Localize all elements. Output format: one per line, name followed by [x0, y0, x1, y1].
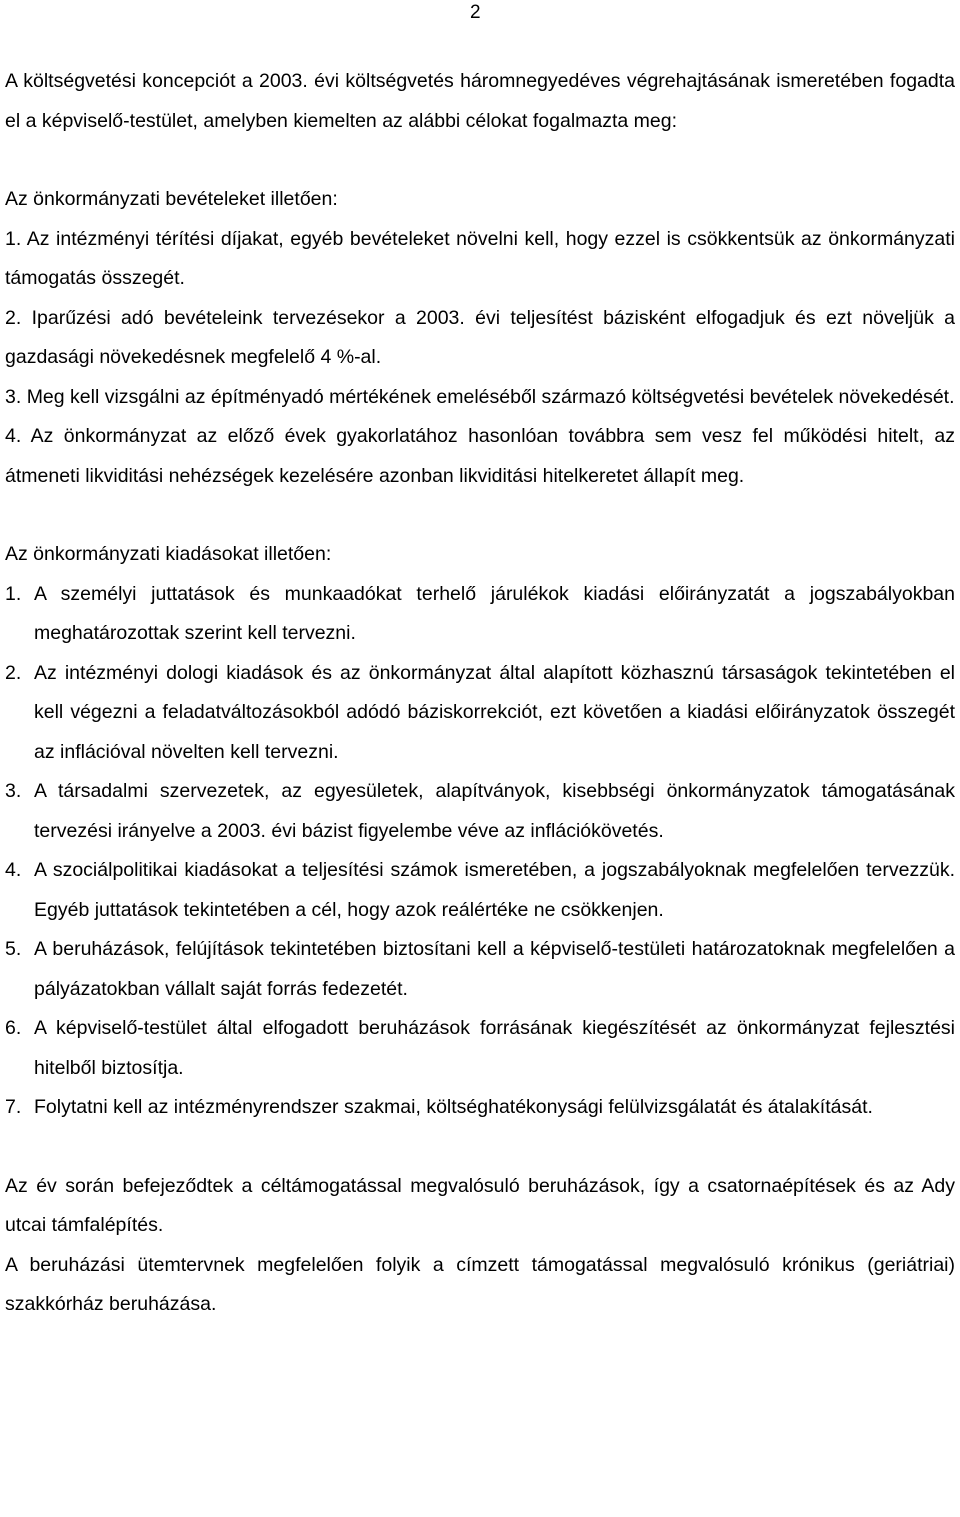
item-text: Az intézményi térítési díjakat, egyéb bevételeket növelni kell, hogy ezzel is csökkentsük az önkormányzati támogatás összegét. [5, 227, 955, 289]
item-text: A társadalmi szervezetek, az egyesületek, alapítványok, kisebbségi önkormányzatok támogatásának tervezési irányelve a 2003. évi bázist figyelembe véve az inflációkövetés. [34, 780, 955, 842]
item-text: A szociálpolitikai kiadásokat a teljesítési számok ismeretében, a jogszabályoknak megfelelően tervezzük. Egyéb juttatások tekintetében a cél, hogy azok reálértéke ne csökkenjen. [34, 859, 955, 921]
item-text: A személyi juttatások és munkaadókat terhelő járulékok kiadási előirányzatát a jogszabályokban meghatározottak szerint kell tervezni. [34, 582, 955, 644]
expenditure-item [5, 654, 955, 773]
closing-paragraph: A beruházási ütemtervnek megfelelően folyik a címzett támogatással megvalósuló krónikus (geriátriai) szakkórház beruházása. [5, 1253, 955, 1315]
item-text: Meg kell vizsgálni az építményadó mértékének emeléséből származó költségvetési bevételek növekedését. [26, 385, 955, 408]
item-number: 7. [5, 1096, 22, 1118]
item-number: 6. [5, 1017, 22, 1039]
intro-paragraph: A költségvetési koncepciót a 2003. évi költségvetés háromnegyedéves végrehajtásának ismeretében fogadta el a képviselő-testület, amelyben kiemelten az alábbi célokat fogalmazta meg: [5, 70, 955, 132]
item-text: Iparűzési adó bevételeink tervezésekor a 2003. évi teljesítést bázisként elfogadjuk és ezt növeljük a gazdasági növekedésnek megfelelő 4 %-al. [5, 306, 955, 368]
expenditure-section [5, 535, 955, 1128]
document-body [5, 62, 955, 1325]
revenue-item [5, 417, 955, 496]
item-number: 2. [5, 306, 32, 329]
item-number: 1. [5, 227, 27, 250]
revenue-item [5, 220, 955, 299]
item-number: 4. [5, 859, 22, 881]
item-number: 1. [5, 582, 22, 605]
expenditure-heading: Az önkormányzati kiadásokat illetően: [5, 543, 332, 565]
item-text: Folytatni kell az intézményrendszer szakmai, költséghatékonysági felülvizsgálatát és átalakítását. [34, 1096, 873, 1118]
item-text: Az önkormányzat az előző évek gyakorlatához hasonlóan továbbra sem vesz fel működési hitelt, az átmeneti likviditási nehézségek kezelésére azonban likviditási hitelkeretet állapít meg. [5, 425, 955, 487]
item-number: 4. [5, 425, 31, 447]
item-text: Az intézményi dologi kiadások és az önkormányzat által alapított közhasznú társaságok tekintetében el kell végezni a feladatváltozásokból adódó báziskorrekciót, ezt követően a kiadási előirányzatok összegét az inflációval növelten kell tervezni. [34, 661, 955, 763]
item-text: A képviselő-testület által elfogadott beruházások forrásának kiegészítését az önkormányzat fejlesztési hitelből biztosítja. [34, 1017, 955, 1079]
item-number: 3. [5, 780, 22, 802]
closing-paragraph: Az év során befejeződtek a céltámogatással megvalósuló beruházások, így a csatornaépítések és az Ady utcai támfalépítés. [5, 1174, 955, 1236]
expenditure-item [5, 851, 955, 930]
expenditure-item [5, 1009, 955, 1088]
expenditure-item [5, 772, 955, 851]
expenditure-item [5, 930, 955, 1009]
revenue-heading: Az önkormányzati bevételeket illetően: [5, 188, 338, 210]
revenue-item [5, 378, 955, 418]
revenue-section [5, 180, 955, 496]
item-text: A beruházások, felújítások tekintetében biztosítani kell a képviselő-testületi határozatoknak megfelelően a pályázatokban vállalt saját forrás fedezetét. [34, 938, 955, 1000]
expenditure-item [5, 575, 955, 654]
page-number: 2 [470, 2, 481, 23]
item-number: 2. [5, 661, 22, 684]
expenditure-item [5, 1088, 955, 1128]
revenue-item [5, 299, 955, 378]
item-number: 5. [5, 938, 22, 960]
item-number: 3. [5, 385, 27, 408]
